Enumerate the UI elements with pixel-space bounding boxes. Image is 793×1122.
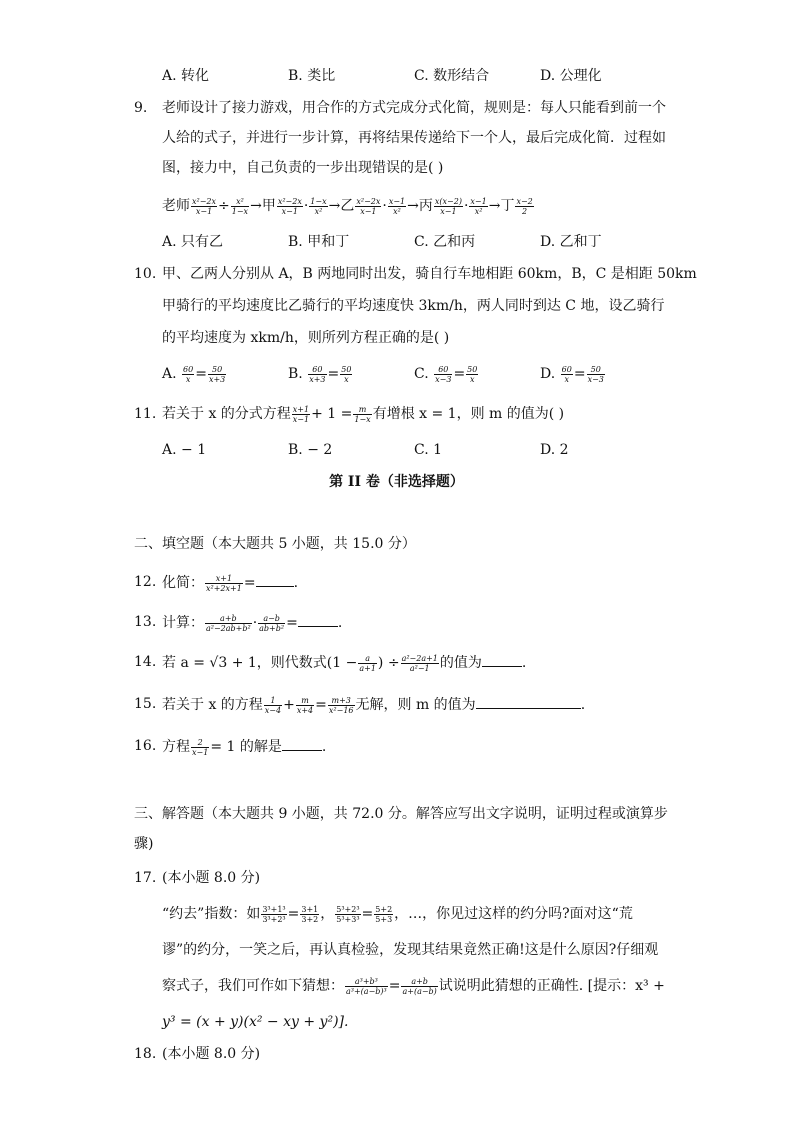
q10-option-b: B. $\frac{60}{x+3}$ = $\frac{50}{x}$ (288, 364, 352, 384)
part2-title: 第 II 卷（非选择题） (329, 474, 464, 490)
q16-number: 16. (134, 738, 157, 754)
q17-score: (本小题 8.0 分) (162, 870, 261, 886)
q14-stem: 若 a = √3 + 1，则代数式(1 − $\frac{a}{a+1}$ ) ÷ $\frac{\text{a²−2a+1}}{\text{a²−1}}$ 的值为 . (162, 653, 527, 673)
q8-option-b: B. 类比 (288, 68, 336, 84)
q15-stem: 若关于 x 的方程 $\frac{1}{x-4}$ + $\frac{m}{x+4}$ = $\frac{m+3}{\text{x²−16}}$ 无解，则 m 的值为 . (162, 695, 586, 715)
multiply-dot: · (382, 198, 387, 214)
q11-stem: 若关于 x 的分式方程 $\frac{x+1}{x-1}$ + 1 = $\frac{m}{1-x}$ 有增根 x = 1，则 m 的值为( ) (162, 404, 565, 424)
q10-option-a: A. $\frac{60}{x}$ = $\frac{50}{x+3}$ (162, 364, 226, 384)
q18-number: 18. (134, 1046, 157, 1062)
section3-title-line2: 骤) (134, 836, 154, 852)
q9-stem-line2: 人给的式子，并进行一步计算，再将结果传递给下一个人，最后完成化简．过程如 (162, 130, 666, 146)
q17-line2: 谬”的约分，一笑之后，再认真检验，发现其结果竟然正确!这是什么原因?仔细观 (162, 942, 659, 958)
q10-option-c: C. $\frac{60}{x-3}$ = $\frac{50}{x}$ (414, 364, 478, 384)
q12-number: 12. (134, 574, 157, 590)
q17-line4: y³ = (x + y)(x² − xy + y²)]. (162, 1014, 349, 1030)
section3-title-line1: 三、解答题（本大题共 9 小题，共 72.0 分。解答应写出文字说明，证明过程或演算步 (134, 806, 668, 822)
q9-relay-chain (162, 196, 535, 216)
fraction: $\frac{\text{x²}}{1-x}$ (231, 196, 249, 216)
section2-title: 二、填空题（本大题共 5 小题，共 15.0 分） (134, 536, 416, 552)
q13-stem: 计算： $\frac{a+b}{\text{a²−2ab+b²}}$ · $\frac{a-b}{\text{ab+b²}}$ = . (162, 613, 343, 633)
q17-number: 17. (134, 870, 157, 886)
answer-blank[interactable] (482, 652, 522, 667)
divide-sign: ÷ (218, 198, 230, 214)
fraction: $\frac{\text{x²−2x}}{x-1}$ (192, 196, 217, 216)
q10-number: 10. (134, 266, 157, 282)
fraction: $\frac{x-1}{\text{x²}}$ (470, 196, 487, 216)
arrow-icon: → (250, 198, 262, 214)
answer-blank[interactable] (282, 736, 322, 751)
multiply-dot: · (303, 198, 309, 214)
q17-line3: 察式子，我们可作如下猜想： $\frac{\text{a³+b³}}{\text{a³+(a−b)³}}$ = $\frac{a+b}{a+(a-b)}$ 试说明此猜想的正确性. [提示：x³ + (162, 976, 665, 996)
arrow-icon: → (488, 198, 501, 214)
bing-label: 丙 (418, 198, 433, 214)
q9-option-a: A. 只有乙 (162, 234, 224, 250)
q16-stem: 方程 $\frac{2}{x-1}$ = 1 的解是 . (162, 737, 327, 757)
q11-number: 11. (134, 406, 157, 422)
yi-label: 乙 (340, 198, 355, 214)
arrow-icon: → (328, 198, 341, 214)
q14-number: 14. (134, 654, 157, 670)
jia-label: 甲 (261, 198, 276, 214)
q10-stem-line2: 甲骑行的平均速度比乙骑行的平均速度快 3km/h，两人同时到达 C 地，设乙骑行 (162, 298, 665, 314)
q8-option-d: D. 公理化 (540, 68, 602, 84)
fraction: $\frac{\text{x²−2x}}{x-1}$ (277, 196, 302, 216)
fraction: $\frac{x-2}{2}$ (516, 196, 533, 216)
answer-blank[interactable] (298, 612, 338, 627)
q11-option-d: D. 2 (540, 442, 569, 458)
q11-option-c: C. 1 (414, 442, 443, 458)
answer-blank[interactable] (256, 572, 294, 587)
fraction: $\frac{\text{x²−2x}}{x-1}$ (356, 196, 381, 216)
q10-stem-line1: 甲、乙两人分别从 A，B 两地同时出发，骑自行车地相距 60km，B，C 是相距 50km (162, 266, 697, 282)
fraction: $\frac{x-1}{\text{x²}}$ (388, 196, 406, 216)
q8-option-c: C. 数形结合 (414, 68, 490, 84)
multiply-dot: · (463, 198, 469, 214)
answer-blank[interactable] (476, 694, 581, 709)
fraction: $\frac{1-x}{\text{x²}}$ (310, 196, 327, 216)
q9-stem-line3: 图，接力中，自己负责的一步出现错误的是( ) (162, 160, 444, 176)
q15-number: 15. (134, 696, 157, 712)
q10-option-d: D. $\frac{60}{x}$ = $\frac{50}{x-3}$ (540, 364, 604, 384)
q17-line1: “约去”指数：如 $\frac{\text{3³+1³}}{\text{3³+2³}}$ = $\frac{3+1}{3+2}$ ， $\frac{\text{5³+2³}}{\text{5³+3³}}$ = $\frac{5+2}{5+3}$ ，…，你见过这样的约分吗?面对这“荒 (162, 904, 633, 924)
q11-option-a: A. − 1 (162, 442, 207, 458)
q9-option-b: B. 甲和丁 (288, 234, 350, 250)
ding-label: 丁 (500, 198, 515, 214)
q10-stem-line3: 的平均速度为 xkm/h，则所列方程正确的是( ) (162, 330, 450, 346)
q9-stem-line1: 老师设计了接力游戏，用合作的方式完成分式化简，规则是：每人只能看到前一个 (162, 100, 666, 116)
fraction: $\frac{x(x-2)}{x-1}$ (434, 196, 462, 216)
teacher-label: 老师 (162, 198, 190, 214)
q9-option-d: D. 乙和丁 (540, 234, 602, 250)
q9-number: 9. (134, 100, 148, 116)
q11-option-b: B. − 2 (288, 442, 333, 458)
q18-score: (本小题 8.0 分) (162, 1046, 261, 1062)
arrow-icon: → (407, 198, 419, 214)
q13-number: 13. (134, 614, 157, 630)
q8-option-a: A. 转化 (162, 68, 210, 84)
q12-stem: 化简： $\frac{x+1}{\text{x²+2x+1}}$ = . (162, 573, 299, 593)
q9-option-c: C. 乙和丙 (414, 234, 476, 250)
